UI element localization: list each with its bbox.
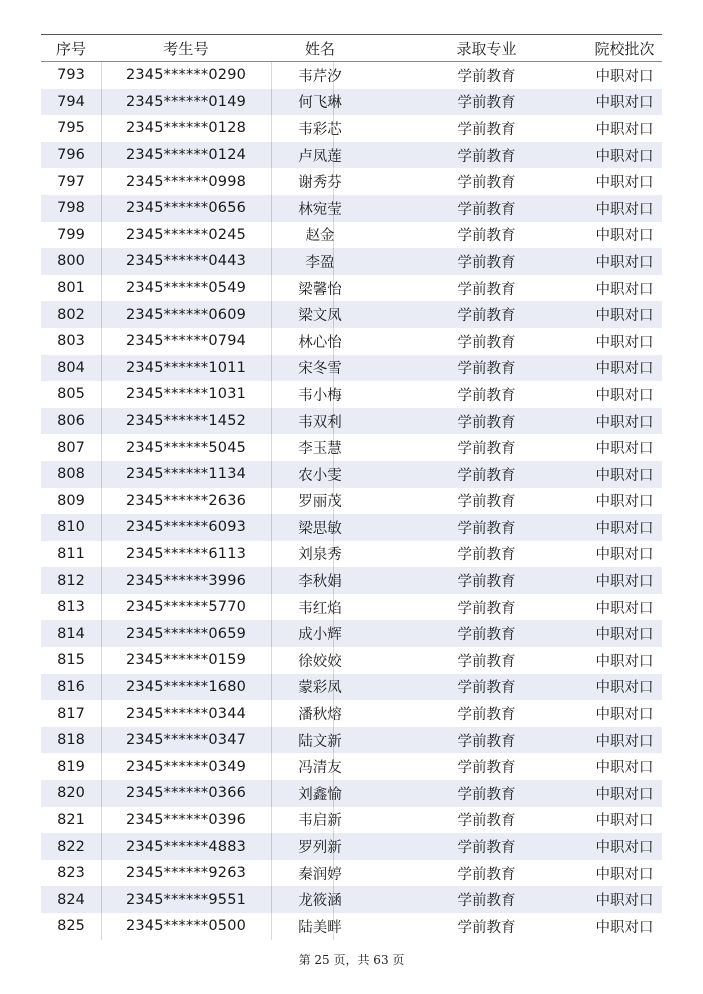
cell-exam-id: 2345******9551: [125, 891, 247, 908]
cell-no: 824: [57, 891, 85, 908]
cell-no: 797: [57, 173, 85, 190]
admission-table: [41, 34, 662, 940]
cell-exam-id: 2345******5045: [125, 439, 247, 456]
cell-batch: 中职对口: [595, 387, 654, 404]
cell-name: 林心怡: [298, 334, 342, 351]
cell-major: 学前教育: [457, 680, 516, 697]
cell-no: 808: [57, 466, 85, 483]
cell-no: 794: [57, 93, 85, 110]
cell-major: 学前教育: [457, 520, 516, 537]
table-row: [41, 807, 662, 834]
cell-no: 793: [57, 67, 85, 84]
cell-exam-id: 2345******0128: [125, 120, 247, 137]
cell-name: 韦小梅: [298, 387, 342, 404]
cell-batch: 中职对口: [595, 893, 654, 910]
cell-batch: 中职对口: [595, 334, 654, 351]
cell-major: 学前教育: [457, 919, 516, 936]
cell-no: 798: [57, 200, 85, 217]
table-row: [41, 408, 662, 435]
cell-no: 818: [57, 732, 85, 749]
cell-major: 学前教育: [457, 494, 516, 511]
table-row: [41, 753, 662, 780]
cell-major: 学前教育: [457, 840, 516, 857]
header-no: 序号: [55, 39, 86, 58]
cell-major: 学前教育: [457, 786, 516, 803]
table-row: [41, 115, 662, 142]
cell-name: 韦芹汐: [298, 68, 342, 85]
cell-exam-id: 2345******0443: [125, 253, 247, 270]
table-row: [41, 142, 662, 169]
table-row: [41, 514, 662, 541]
cell-batch: 中职对口: [595, 760, 654, 777]
cell-major: 学前教育: [457, 574, 516, 591]
cell-exam-id: 2345******6093: [125, 519, 247, 536]
cell-exam-id: 2345******0794: [125, 333, 247, 350]
cell-no: 823: [57, 865, 85, 882]
cell-exam-id: 2345******1134: [125, 466, 247, 483]
cell-name: 冯清友: [298, 760, 342, 777]
cell-exam-id: 2345******0609: [125, 306, 247, 323]
cell-exam-id: 2345******4883: [125, 838, 247, 855]
cell-exam-id: 2345******5770: [125, 599, 247, 616]
cell-major: 学前教育: [457, 893, 516, 910]
cell-no: 820: [57, 785, 85, 802]
header-exam-id: 考生号: [163, 39, 209, 58]
cell-name: 李盈: [305, 254, 335, 271]
cell-major: 学前教育: [457, 866, 516, 883]
cell-name: 陆文新: [298, 733, 342, 750]
cell-name: 秦润婷: [298, 866, 342, 883]
header-batch: 院校批次: [594, 39, 655, 58]
cell-name: 李秋娟: [298, 574, 342, 591]
cell-name: 蒙彩凤: [298, 680, 342, 697]
cell-exam-id: 2345******0245: [125, 226, 247, 243]
cell-no: 822: [57, 838, 85, 855]
cell-batch: 中职对口: [595, 733, 654, 750]
cell-name: 韦彩芯: [298, 121, 342, 138]
cell-name: 刘泉秀: [298, 547, 342, 564]
header-major: 录取专业: [456, 39, 517, 58]
cell-major: 学前教育: [457, 653, 516, 670]
cell-major: 学前教育: [457, 547, 516, 564]
cell-batch: 中职对口: [595, 414, 654, 431]
cell-batch: 中职对口: [595, 254, 654, 271]
cell-name: 宋冬雪: [298, 361, 342, 378]
cell-no: 825: [57, 918, 85, 935]
cell-no: 799: [57, 226, 85, 243]
cell-exam-id: 2345******6113: [125, 545, 247, 562]
table-row: [41, 700, 662, 727]
table-row: [41, 541, 662, 568]
cell-major: 学前教育: [457, 467, 516, 484]
cell-batch: 中职对口: [595, 441, 654, 458]
cell-major: 学前教育: [457, 733, 516, 750]
table-row: [41, 434, 662, 461]
cell-exam-id: 2345******2636: [125, 492, 247, 509]
cell-batch: 中职对口: [595, 627, 654, 644]
cell-batch: 中职对口: [595, 228, 654, 245]
cell-no: 819: [57, 758, 85, 775]
cell-exam-id: 2345******1680: [125, 678, 247, 695]
cell-major: 学前教育: [457, 387, 516, 404]
cell-no: 812: [57, 572, 85, 589]
cell-name: 韦双利: [298, 414, 342, 431]
cell-name: 徐姣姣: [298, 653, 342, 670]
cell-no: 814: [57, 625, 85, 642]
cell-no: 813: [57, 599, 85, 616]
cell-exam-id: 2345******0549: [125, 280, 247, 297]
cell-name: 梁文凤: [298, 308, 342, 325]
cell-batch: 中职对口: [595, 494, 654, 511]
page-footer: 第 25 页，共 63 页: [298, 953, 405, 967]
cell-exam-id: 2345******0500: [125, 918, 247, 935]
cell-name: 农小雯: [298, 467, 342, 484]
cell-major: 学前教育: [457, 308, 516, 325]
cell-batch: 中职对口: [595, 680, 654, 697]
cell-no: 800: [57, 253, 85, 270]
table-row: [41, 89, 662, 116]
table-row: [41, 328, 662, 355]
cell-major: 学前教育: [457, 121, 516, 138]
cell-no: 801: [57, 280, 85, 297]
table-row: [41, 301, 662, 328]
cell-batch: 中职对口: [595, 600, 654, 617]
cell-name: 罗丽茂: [298, 494, 342, 511]
table-row: [41, 195, 662, 222]
cell-name: 李玉慧: [298, 441, 342, 458]
cell-major: 学前教育: [457, 627, 516, 644]
table-row: [41, 647, 662, 674]
cell-batch: 中职对口: [595, 786, 654, 803]
header-name: 姓名: [304, 39, 335, 58]
cell-batch: 中职对口: [595, 361, 654, 378]
cell-batch: 中职对口: [595, 308, 654, 325]
cell-name: 谢秀芬: [298, 175, 342, 192]
cell-exam-id: 2345******0159: [125, 652, 247, 669]
cell-major: 学前教育: [457, 201, 516, 218]
table-row: [41, 168, 662, 195]
cell-no: 802: [57, 306, 85, 323]
cell-major: 学前教育: [457, 95, 516, 112]
cell-no: 807: [57, 439, 85, 456]
cell-exam-id: 2345******0124: [125, 147, 247, 164]
table-header: [41, 34, 662, 62]
cell-batch: 中职对口: [595, 653, 654, 670]
table-row: [41, 727, 662, 754]
cell-exam-id: 2345******0396: [125, 811, 247, 828]
cell-name: 刘鑫愉: [298, 786, 342, 803]
table-row: [41, 620, 662, 647]
cell-no: 811: [57, 545, 85, 562]
cell-major: 学前教育: [457, 813, 516, 830]
cell-exam-id: 2345******3996: [125, 572, 247, 589]
cell-batch: 中职对口: [595, 95, 654, 112]
cell-no: 804: [57, 359, 85, 376]
cell-batch: 中职对口: [595, 866, 654, 883]
table-row: [41, 355, 662, 382]
cell-batch: 中职对口: [595, 840, 654, 857]
cell-name: 韦启新: [298, 813, 342, 830]
cell-major: 学前教育: [457, 707, 516, 724]
cell-exam-id: 2345******0347: [125, 732, 247, 749]
cell-exam-id: 2345******0998: [125, 173, 247, 190]
cell-major: 学前教育: [457, 334, 516, 351]
table-row: [41, 488, 662, 515]
cell-no: 806: [57, 413, 85, 430]
table-row: [41, 222, 662, 249]
table-row: [41, 860, 662, 887]
cell-exam-id: 2345******0656: [125, 200, 247, 217]
cell-name: 潘秋熔: [298, 707, 342, 724]
cell-batch: 中职对口: [595, 148, 654, 165]
cell-batch: 中职对口: [595, 121, 654, 138]
cell-batch: 中职对口: [595, 281, 654, 298]
cell-no: 816: [57, 678, 85, 695]
table-row: [41, 886, 662, 913]
table-row: [41, 913, 662, 940]
cell-no: 817: [57, 705, 85, 722]
cell-no: 815: [57, 652, 85, 669]
cell-batch: 中职对口: [595, 919, 654, 936]
cell-no: 796: [57, 147, 85, 164]
cell-name: 韦红焰: [298, 600, 342, 617]
cell-exam-id: 2345******9263: [125, 865, 247, 882]
cell-major: 学前教育: [457, 600, 516, 617]
cell-no: 810: [57, 519, 85, 536]
cell-exam-id: 2345******0344: [125, 705, 247, 722]
cell-batch: 中职对口: [595, 68, 654, 85]
table-body: [41, 62, 662, 940]
cell-major: 学前教育: [457, 175, 516, 192]
table-row: [41, 674, 662, 701]
cell-name: 罗列新: [298, 840, 342, 857]
cell-batch: 中职对口: [595, 175, 654, 192]
cell-batch: 中职对口: [595, 707, 654, 724]
cell-no: 821: [57, 811, 85, 828]
cell-major: 学前教育: [457, 148, 516, 165]
cell-no: 795: [57, 120, 85, 137]
cell-batch: 中职对口: [595, 201, 654, 218]
cell-batch: 中职对口: [595, 547, 654, 564]
table-row: [41, 594, 662, 621]
cell-major: 学前教育: [457, 68, 516, 85]
cell-exam-id: 2345******1031: [125, 386, 247, 403]
cell-major: 学前教育: [457, 254, 516, 271]
cell-major: 学前教育: [457, 760, 516, 777]
cell-batch: 中职对口: [595, 813, 654, 830]
cell-exam-id: 2345******0349: [125, 758, 247, 775]
cell-name: 卢凤莲: [298, 148, 342, 165]
cell-major: 学前教育: [457, 414, 516, 431]
table-row: [41, 461, 662, 488]
table-row: [41, 62, 662, 89]
table-row: [41, 780, 662, 807]
cell-major: 学前教育: [457, 228, 516, 245]
table-row: [41, 567, 662, 594]
cell-batch: 中职对口: [595, 520, 654, 537]
cell-exam-id: 2345******1011: [125, 359, 247, 376]
table-row: [41, 381, 662, 408]
cell-batch: 中职对口: [595, 467, 654, 484]
cell-exam-id: 2345******1452: [125, 413, 247, 430]
cell-major: 学前教育: [457, 361, 516, 378]
cell-exam-id: 2345******0659: [125, 625, 247, 642]
table-row: [41, 275, 662, 302]
cell-name: 梁馨怡: [298, 281, 342, 298]
cell-major: 学前教育: [457, 441, 516, 458]
cell-no: 805: [57, 386, 85, 403]
cell-name: 陆美畔: [298, 919, 342, 936]
cell-exam-id: 2345******0149: [125, 93, 247, 110]
cell-exam-id: 2345******0290: [125, 67, 247, 84]
cell-major: 学前教育: [457, 281, 516, 298]
cell-no: 803: [57, 333, 85, 350]
table-row: [41, 833, 662, 860]
cell-name: 梁思敏: [298, 520, 342, 537]
cell-name: 林宛莹: [298, 201, 342, 218]
cell-name: 赵金: [305, 228, 335, 245]
cell-no: 809: [57, 492, 85, 509]
cell-batch: 中职对口: [595, 574, 654, 591]
table-row: [41, 248, 662, 275]
cell-name: 龙筱涵: [298, 893, 342, 910]
cell-name: 成小辉: [298, 627, 342, 644]
cell-name: 何飞琳: [298, 95, 342, 112]
cell-exam-id: 2345******0366: [125, 785, 247, 802]
